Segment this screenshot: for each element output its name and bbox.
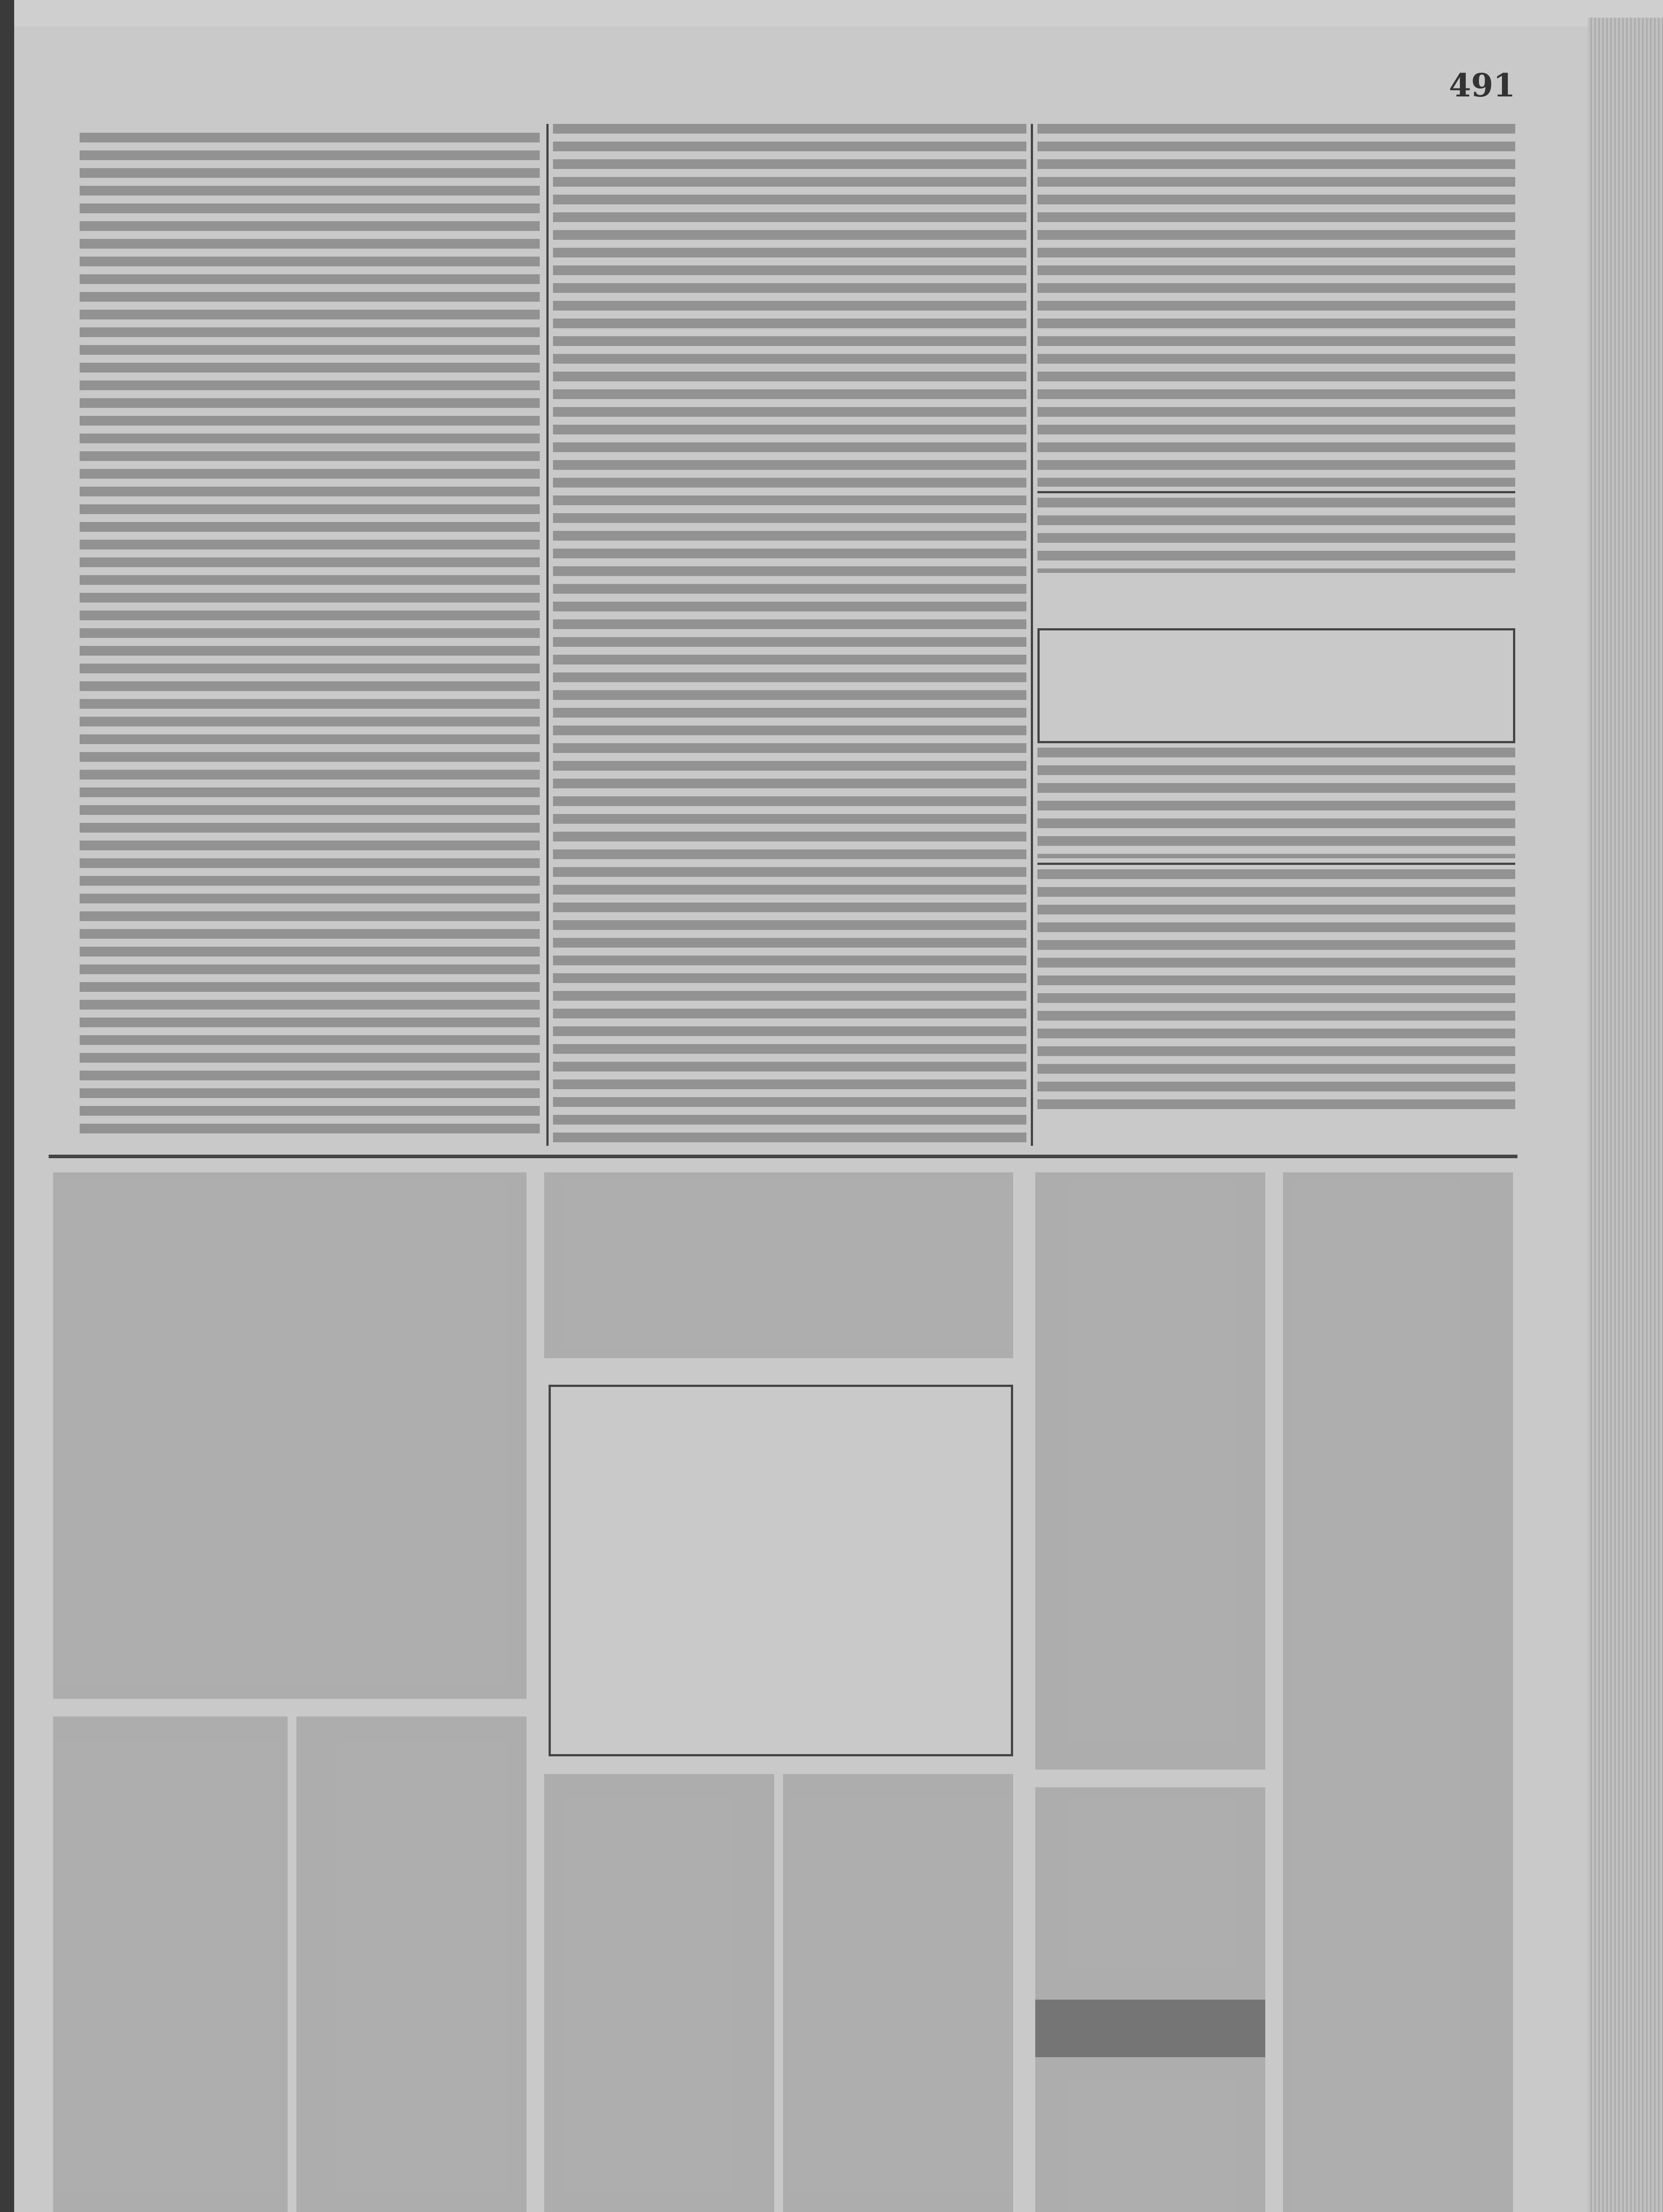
table-box xyxy=(1037,628,1515,743)
column-rule-1 xyxy=(546,124,549,1146)
advertisement-block-5 xyxy=(53,1717,288,2212)
section-rule xyxy=(1037,863,1515,865)
advertisement-block-3 xyxy=(1035,1172,1265,1770)
advertisement-block-1 xyxy=(53,1172,526,1699)
section-rule xyxy=(1037,491,1515,493)
scan-edge xyxy=(0,0,14,2212)
advertisement-block-8 xyxy=(783,1774,1013,2212)
advertisement-block-2 xyxy=(544,1172,1013,1358)
text-column-3-bottom xyxy=(1037,869,1515,1117)
column-rule-2 xyxy=(1031,124,1033,1146)
advertisement-block-6 xyxy=(296,1717,526,2212)
advertisement-block-4 xyxy=(1283,1172,1513,2212)
page-number: 491 xyxy=(1449,66,1516,104)
text-column-3 xyxy=(1037,124,1515,487)
text-column-3-lower xyxy=(1037,748,1515,858)
text-column-3-imprint xyxy=(1037,498,1515,573)
text-column-2 xyxy=(553,124,1026,1146)
advertisement-block-7 xyxy=(544,1774,774,2212)
text-column-1 xyxy=(80,133,540,1141)
page-stack-edge xyxy=(1588,18,1663,2212)
advertisement-rule xyxy=(49,1155,1517,1158)
advertisement-heading xyxy=(1035,2000,1265,2057)
advertisement-box xyxy=(549,1385,1013,1756)
